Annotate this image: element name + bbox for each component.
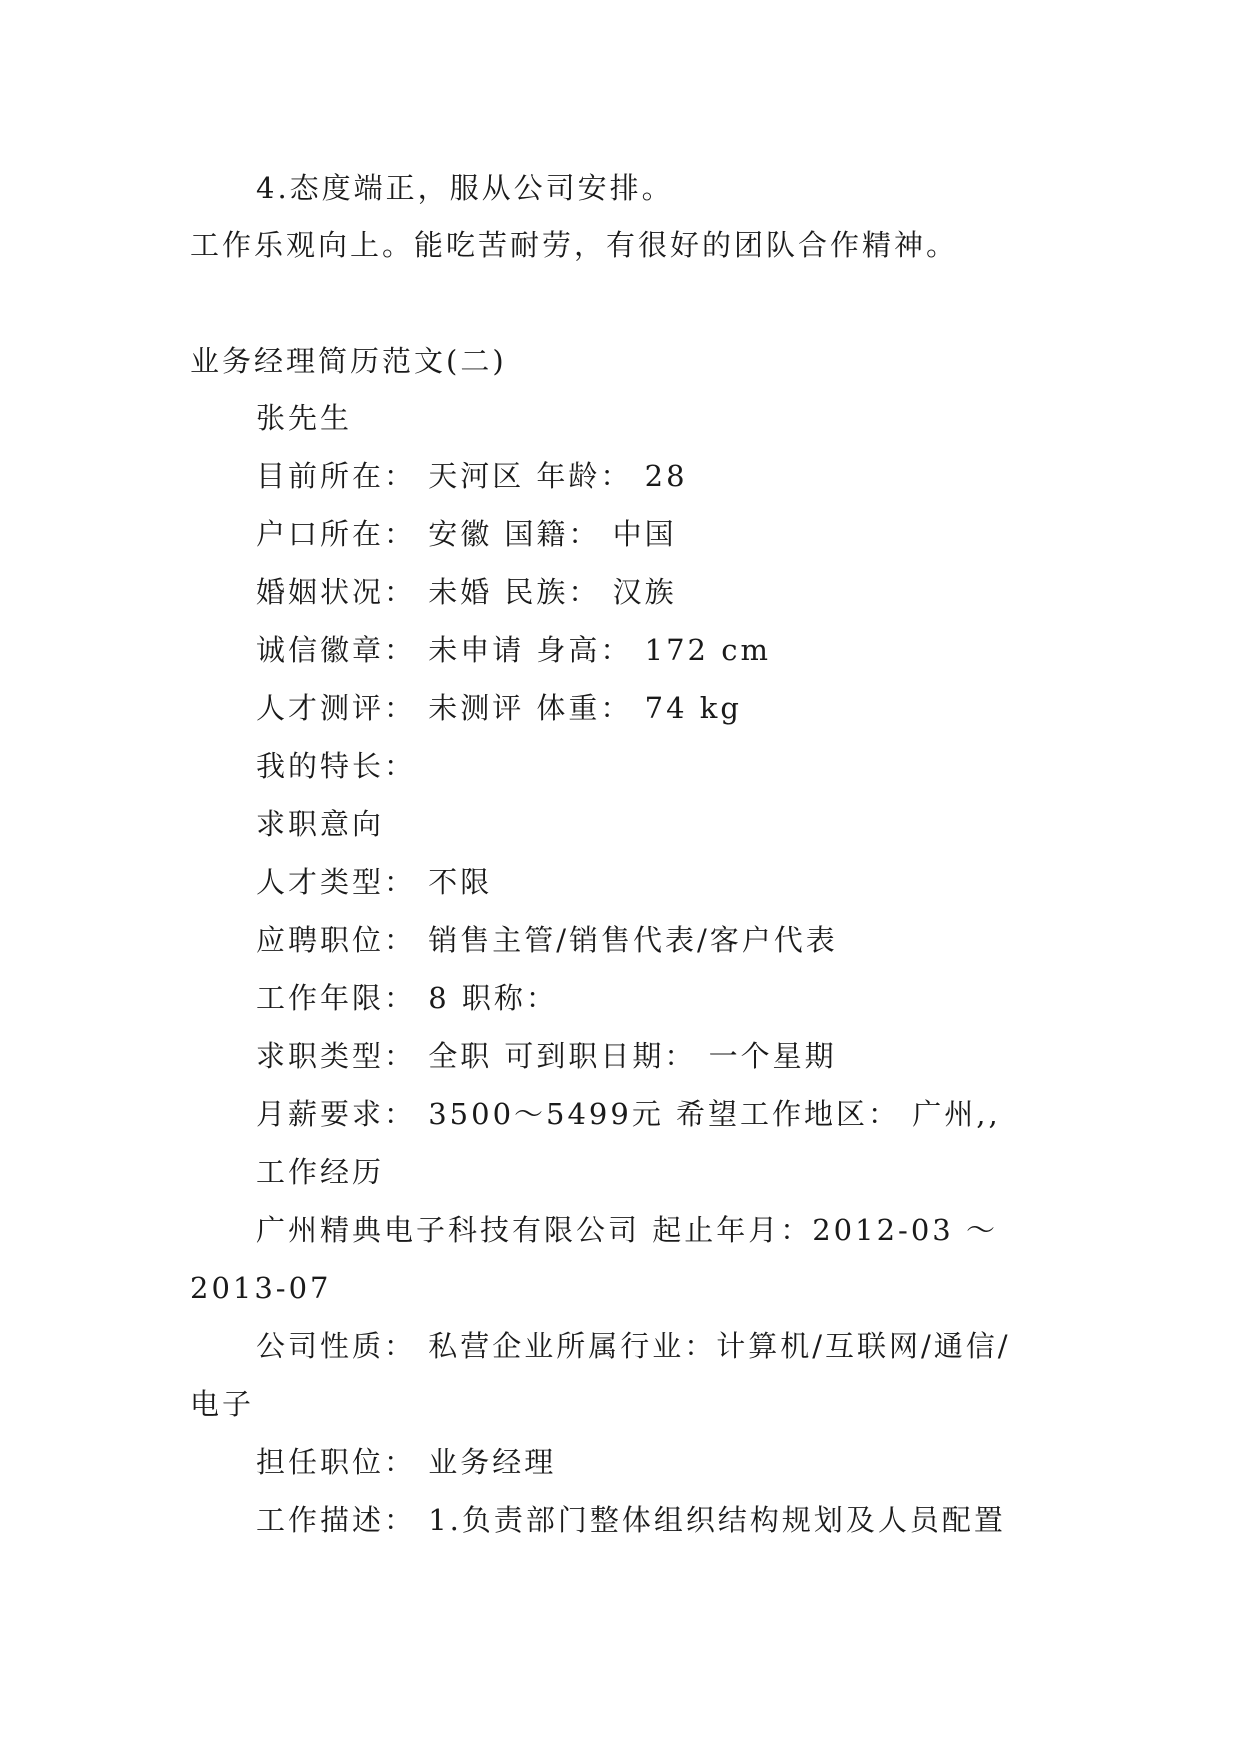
text-line: 目前所在： 天河区 年龄： 28 xyxy=(256,459,688,493)
text-line: 求职类型： 全职 可到职日期： 一个星期 xyxy=(256,1039,837,1073)
text-line: 诚信徽章： 未申请 身高： 172 cm xyxy=(256,633,771,667)
text-line: 工作年限： 8 职称： xyxy=(256,981,558,1015)
text-line: 人才测评： 未测评 体重： 74 kg xyxy=(256,691,742,725)
section-heading: 工作经历 xyxy=(256,1155,385,1189)
section-title: 业务经理简历范文(二) xyxy=(190,344,507,378)
text-line: 婚姻状况： 未婚 民族： 汉族 xyxy=(256,575,677,609)
text-line: 人才类型： 不限 xyxy=(256,865,493,899)
text-line: 公司性质： 私营企业所属行业：计算机/互联网/通信/ xyxy=(256,1329,1011,1363)
text-line: 电子 xyxy=(190,1387,255,1421)
text-line: 4.态度端正，服从公司安排。 xyxy=(256,171,674,205)
text-line: 广州精典电子科技有限公司 起止年月：2012-03 ～ xyxy=(256,1213,998,1247)
text-line: 我的特长： xyxy=(256,749,417,783)
text-line: 工作乐观向上。能吃苦耐劳，有很好的团队合作精神。 xyxy=(190,228,959,262)
text-line: 2013-07 xyxy=(190,1271,332,1305)
text-line: 户口所在： 安徽 国籍： 中国 xyxy=(256,517,677,551)
text-line: 担任职位： 业务经理 xyxy=(256,1445,557,1479)
text-line: 月薪要求： 3500～5499元 希望工作地区： 广州,, xyxy=(256,1097,1001,1131)
text-line: 张先生 xyxy=(256,401,353,435)
text-line: 工作描述： 1.负责部门整体组织结构规划及人员配置 xyxy=(256,1503,1006,1537)
section-heading: 求职意向 xyxy=(256,807,385,841)
text-line: 应聘职位： 销售主管/销售代表/客户代表 xyxy=(256,923,838,957)
